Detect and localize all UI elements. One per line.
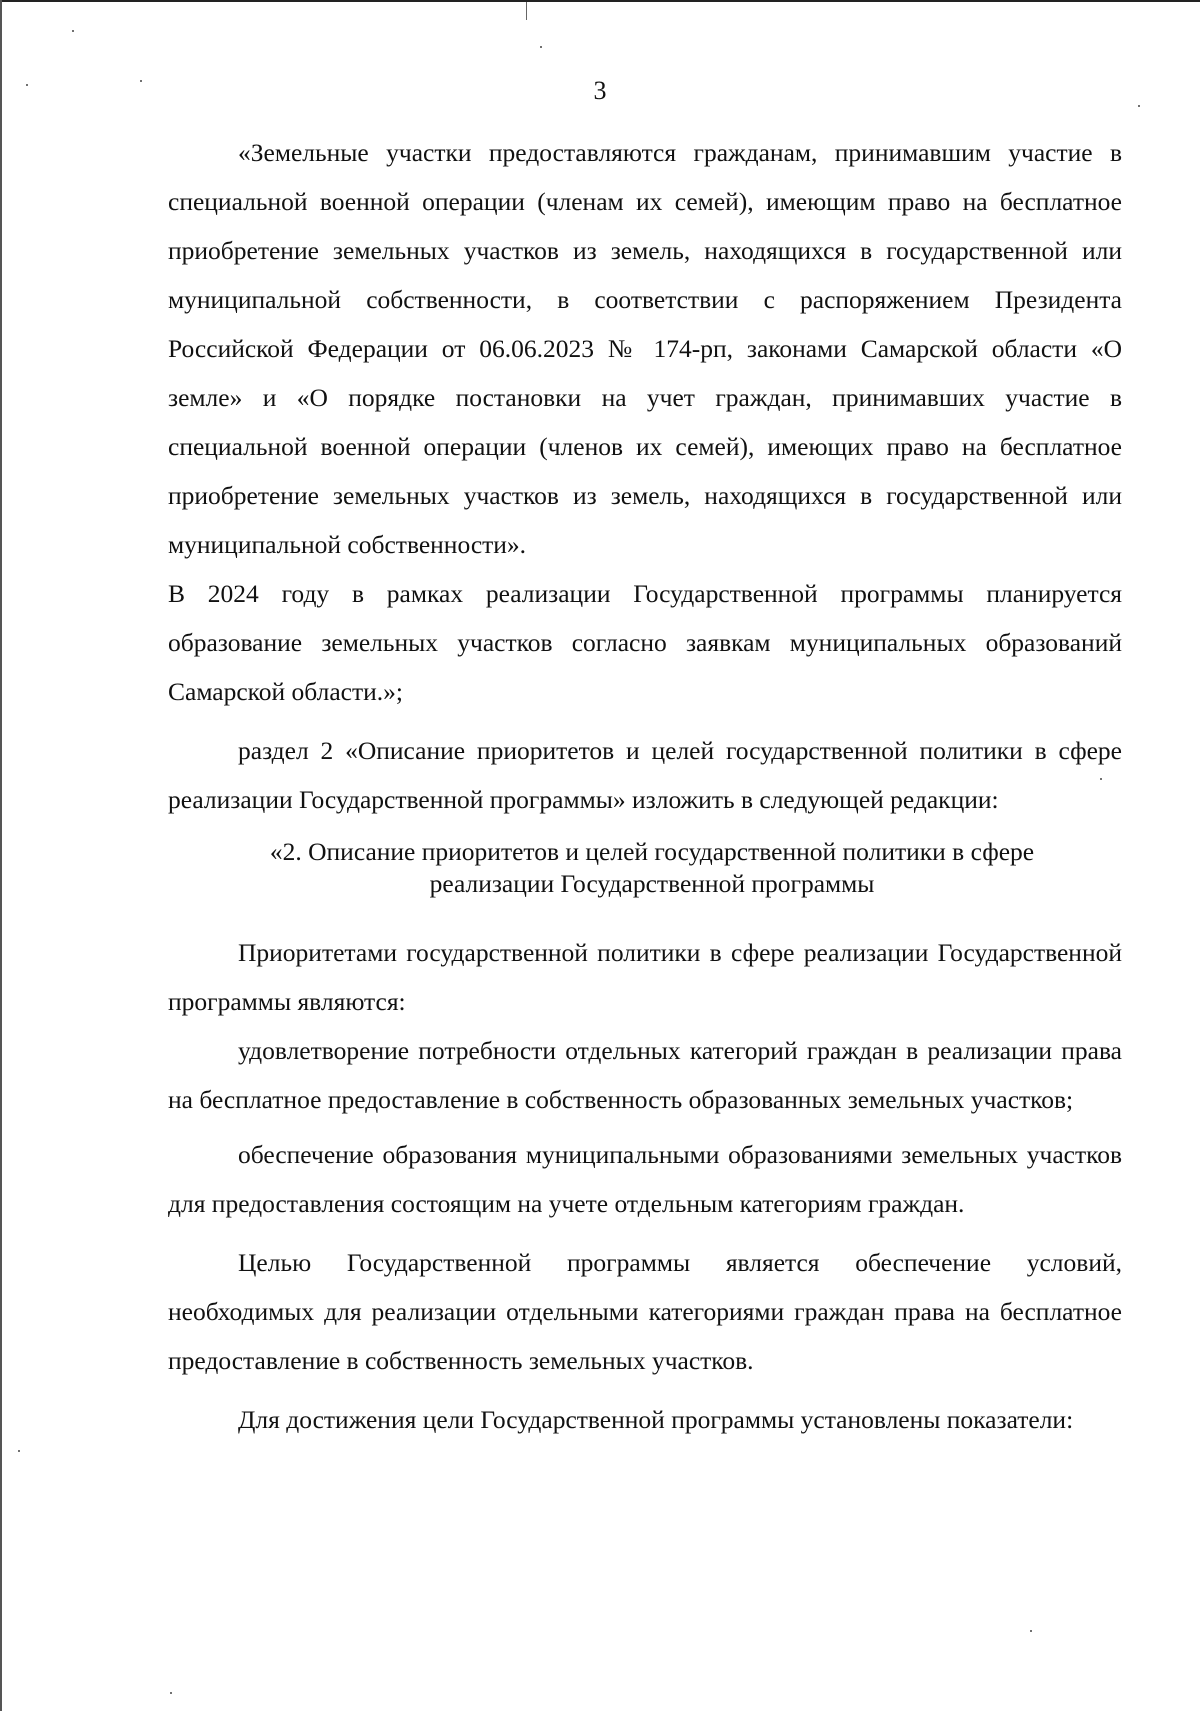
section-heading-line-1: «2. Описание приоритетов и целей государственной политики в сфере (269, 837, 1035, 866)
scan-speck (540, 46, 542, 48)
document-body (168, 128, 1122, 1444)
scan-speck (72, 30, 74, 32)
section-heading-line-2: реализации Государственной программы (429, 869, 875, 898)
section-heading (168, 836, 1122, 900)
paragraph-program-goal: Целью Государственной программы является обеспечение условий, необходимых для реализации отдельными категориями граждан права на бесплатное предоставление в собственность земельных участков. (168, 1248, 1122, 1375)
paragraph-priorities-intro: Приоритетами государственной политики в сфере реализации Государственной программы являются: (168, 938, 1122, 1016)
paragraph-indicators-intro: Для достижения цели Государственной программы установлены показатели: (238, 1405, 1074, 1434)
paragraph-priority-2: обеспечение образования муниципальными образованиями земельных участков для предоставления состоящим на учете отдельным категориям граждан. (168, 1140, 1122, 1218)
paragraph-priority-1: удовлетворение потребности отдельных категорий граждан в реализации права на бесплатное предоставление в собственность образованных земельных участков; (168, 1036, 1122, 1114)
paragraph-land-plots-provision: «Земельные участки предоставляются гражданам, принимавшим участие в специальной военной операции (членам их семей), имеющим право на бесплатное приобретение земельных участков из земель, находящихся в государственной или муниципальной собственности, в соответствии с распоряжением Президента Российской Федерации от 06.06.2023 № 174-рп, законами Самарской области «О земле» и «О порядке постановки на учет граждан, принимавших участие в специальной военной операции (членов их семей), имеющих право на бесплатное приобретение земельных участков из земель, находящихся в государственной или муниципальной собственности». (168, 138, 1122, 559)
paragraph-plans-2024: В 2024 году в рамках реализации Государственной программы планируется образование земельных участков согласно заявкам муниципальных образований Самарской области.»; (168, 579, 1122, 706)
scan-speck (170, 1692, 172, 1694)
scan-speck (1030, 1630, 1032, 1632)
scan-left-edge (0, 0, 2, 1711)
scan-speck (18, 1450, 20, 1452)
scan-top-edge (0, 0, 1200, 2)
paragraph-section-2-amendment: раздел 2 «Описание приоритетов и целей государственной политики в сфере реализации Государственной программы» изложить в следующей редакции: (168, 736, 1122, 814)
page-number: 3 (593, 76, 607, 105)
scan-mark (526, 2, 527, 20)
